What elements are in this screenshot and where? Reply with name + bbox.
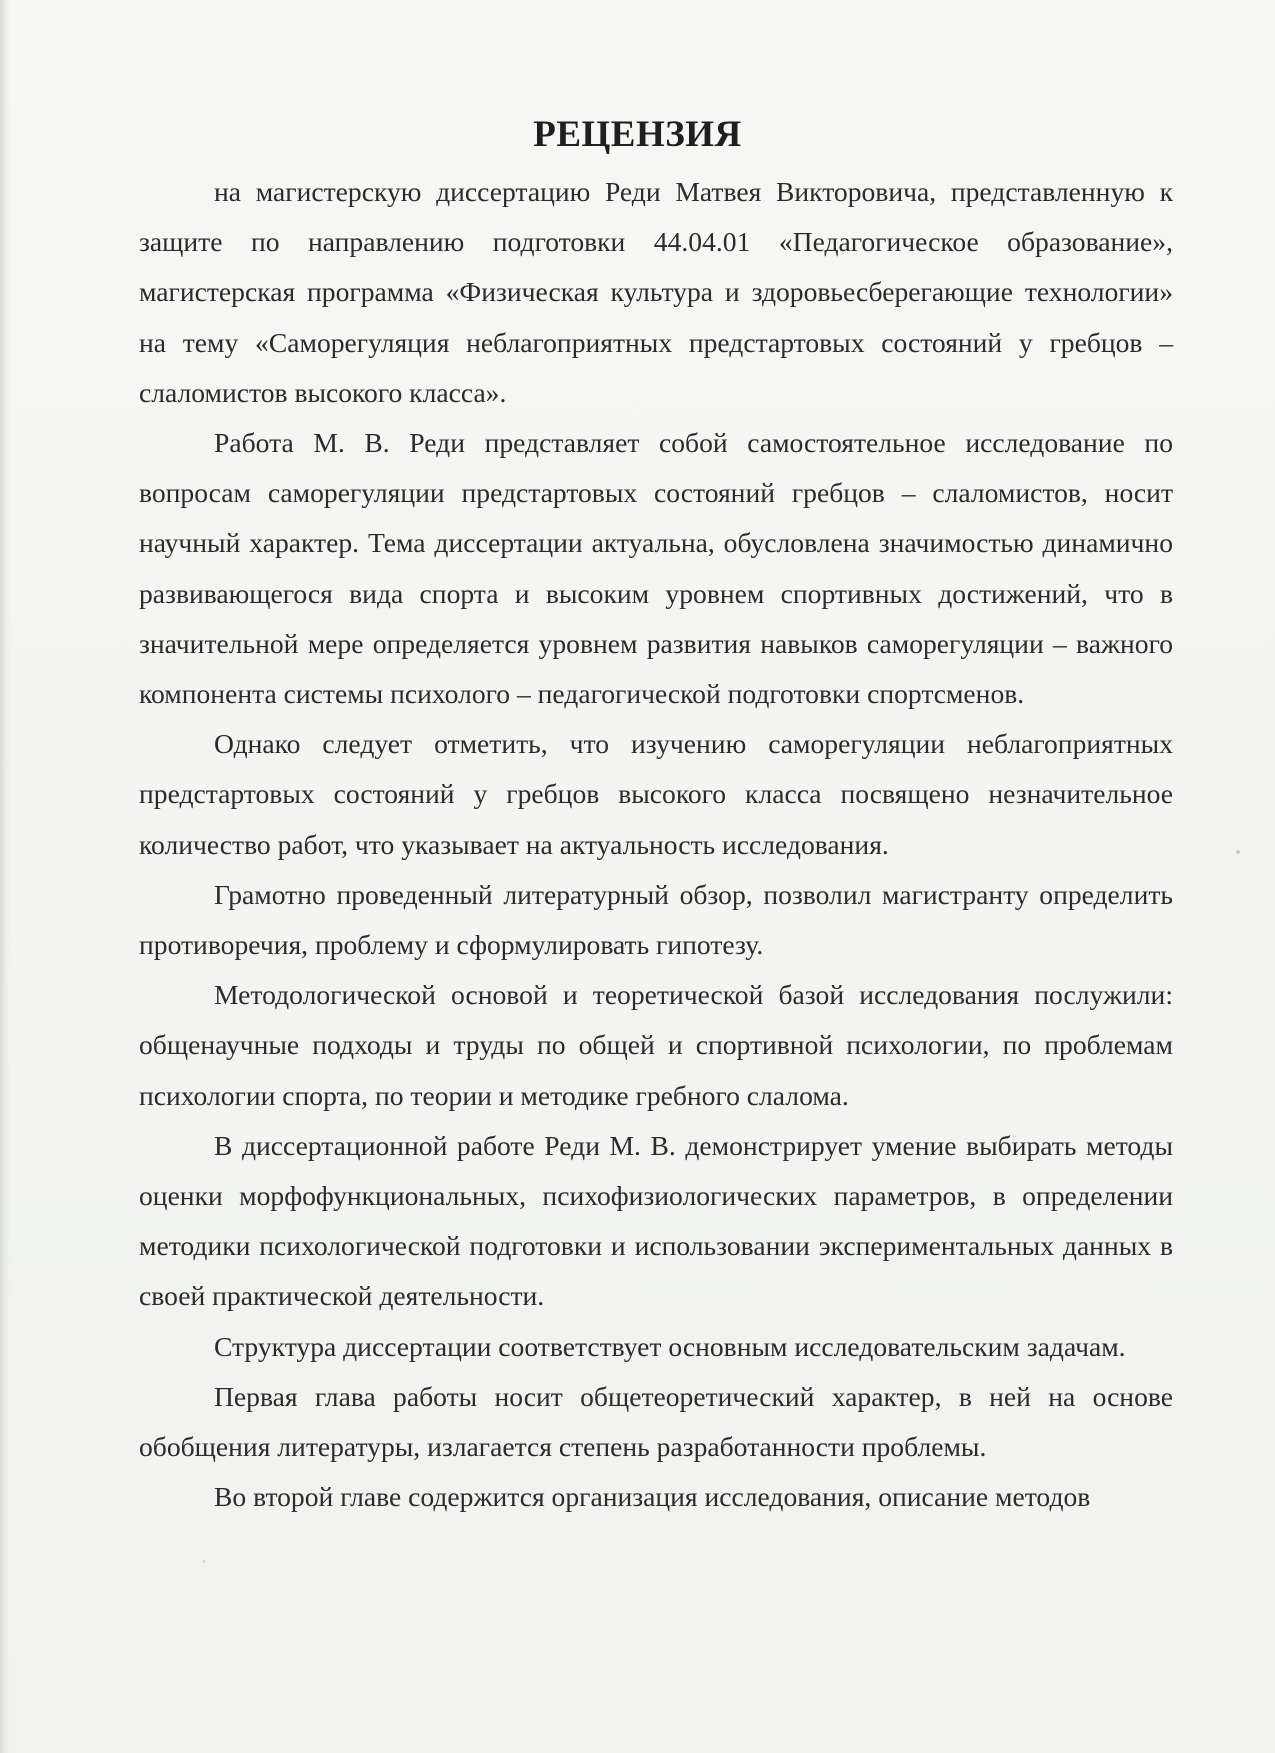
paper-speck [203,1560,205,1563]
paragraph-note: Однако следует отметить, что изучению саморегуляции неблагоприятных предстартовых состояний у гребцов высокого класса посвящено незначительное количество работ, что указывает на актуальность исследования. [139,728,1173,860]
document-body [139,167,1173,1522]
paragraph-chapter-two: Во второй главе содержится организация исследования, описание методов [214,1481,1091,1513]
paper-speck [1236,850,1240,854]
paragraph-structure: Структура диссертации соответствует основным исследовательским задачам. [214,1330,1126,1362]
page-edge-shadow [0,0,10,1753]
paragraph-relevance: Работа М. В. Реди представляет собой самостоятельное исследование по вопросам саморегуляции предстартовых состояний гребцов – слаломистов, носит научный характер. Тема диссертации актуальна, обусловлена значимостью динамично развивающегося вида спорта и высоким уровнем спортивных достижений, что в значительной мере определяется уровнем развития навыков саморегуляции – важного компонента системы психолого – педагогической подготовки спортсменов. [139,427,1173,710]
paragraph-literature-review: Грамотно проведенный литературный обзор, позволил магистранту определить противоречия, проблему и сформулировать гипотезу. [139,878,1173,961]
paragraph-intro: на магистерскую диссертацию Реди Матвея Викторовича, представленную к защите по направлению подготовки 44.04.01 «Педагогическое образование», магистерская программа «Физическая культура и здоровьесберегающие технологии» на тему «Саморегуляция неблагоприятных предстартовых состояний у гребцов – слаломистов высокого класса». [139,176,1173,408]
paragraph-chapter-one: Первая глава работы носит общетеоретический характер, в ней на основе обобщения литературы, излагается степень разработанности проблемы. [139,1380,1173,1463]
paragraph-methods: В диссертационной работе Реди М. В. демонстрирует умение выбирать методы оценки морфофункциональных, психофизиологических параметров, в определении методики психологической подготовки и использовании экспериментальных данных в своей практической деятельности. [139,1129,1173,1312]
paragraph-methodology: Методологической основой и теоретической базой исследования послужили: общенаучные подходы и труды по общей и спортивной психологии, по проблемам психологии спорта, по теории и методике гребного слалома. [139,979,1173,1111]
document-title: РЕЦЕНЗИЯ [533,114,742,155]
